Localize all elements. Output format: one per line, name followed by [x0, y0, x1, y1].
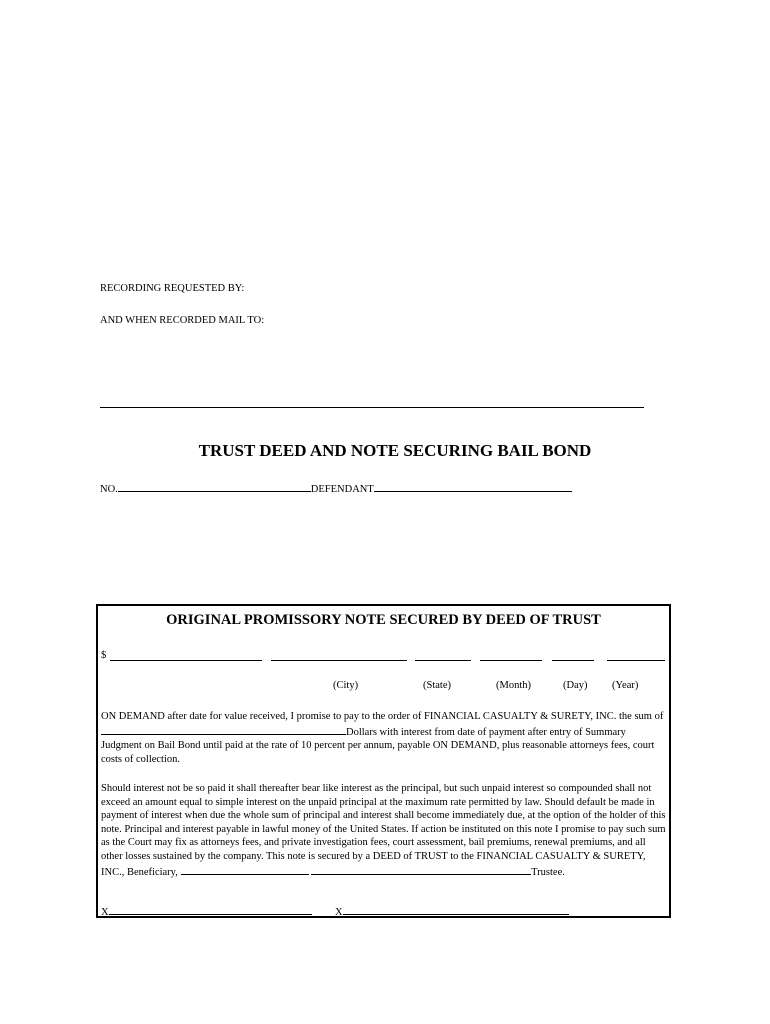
promissory-note-box [96, 604, 671, 918]
month-field[interactable] [480, 660, 542, 661]
beneficiary-field[interactable] [181, 864, 309, 875]
default-terms-text-b: Trustee. [531, 866, 565, 878]
signature-mark-1: X [101, 907, 109, 918]
signature-field-2[interactable] [343, 904, 569, 915]
payment-terms-text-a: ON DEMAND after date for value received, I promise to pay to the order of FINANCIAL CASUALTY & SURETY, INC. the sum of [101, 711, 664, 722]
default-terms-paragraph [101, 782, 669, 879]
payment-terms-text-b: Dollars with interest from date of payment after entry of Summary Judgment on Bail Bond until paid at the rate of 10 percent per annum, payable ON DEMAND, plus reasonable attorneys fees, court costs of collection. [101, 726, 655, 765]
case-number-line [100, 481, 572, 495]
day-field[interactable] [552, 660, 594, 661]
signature-line-1 [101, 904, 312, 918]
document-title: TRUST DEED AND NOTE SECURING BAIL BOND [198, 441, 592, 460]
when-recorded-mail-to-label: AND WHEN RECORDED MAIL TO: [100, 315, 265, 326]
case-number-field[interactable] [118, 481, 311, 492]
signature-mark-2: X [335, 907, 343, 918]
signature-field-1[interactable] [109, 904, 312, 915]
default-terms-text-a: Should interest not be so paid it shall thereafter bear like interest as the principal, but such unpaid interest so compounded shall not exceed an amount equal to simple interest on the unpaid principal at the maximum rate permitted by law. Should default be made in payment of interest when due the whole sum of principal and interest shall become immediately due, at the option of the holder of this note. Principal and interest payable in lawful money of the United States. If action be instituted on this note I promise to pay such sum as the Court may fix as attorneys fees, and private investigation fees, court assessment, bail premiums, renewal premiums, and all other losses sustained by the company. This note is secured by a DEED of TRUST to the FINANCIAL CASUALTY & SURETY, INC., Beneficiary, [101, 783, 666, 878]
dollar-sign: $ [101, 650, 107, 661]
city-field[interactable] [271, 660, 407, 661]
promissory-note-title: ORIGINAL PROMISSORY NOTE SECURED BY DEED OF TRUST [166, 612, 601, 628]
recording-requested-by-label: RECORDING REQUESTED BY: [100, 283, 245, 294]
defendant-label: DEFENDANT [310, 484, 374, 495]
payment-terms-paragraph [101, 710, 669, 766]
city-label: (City) [333, 680, 359, 691]
state-label: (State) [423, 680, 451, 691]
month-label: (Month) [496, 680, 531, 691]
case-number-label: NO. [100, 484, 118, 495]
day-label: (Day) [563, 680, 588, 691]
signature-line-2 [335, 904, 569, 918]
year-label: (Year) [612, 680, 639, 691]
amount-field[interactable] [110, 660, 262, 661]
trustee-field[interactable] [311, 864, 531, 875]
year-field[interactable] [607, 660, 665, 661]
sum-field[interactable] [101, 724, 346, 735]
recording-divider-line [100, 407, 644, 408]
state-field[interactable] [415, 660, 471, 661]
defendant-field[interactable] [374, 481, 572, 492]
